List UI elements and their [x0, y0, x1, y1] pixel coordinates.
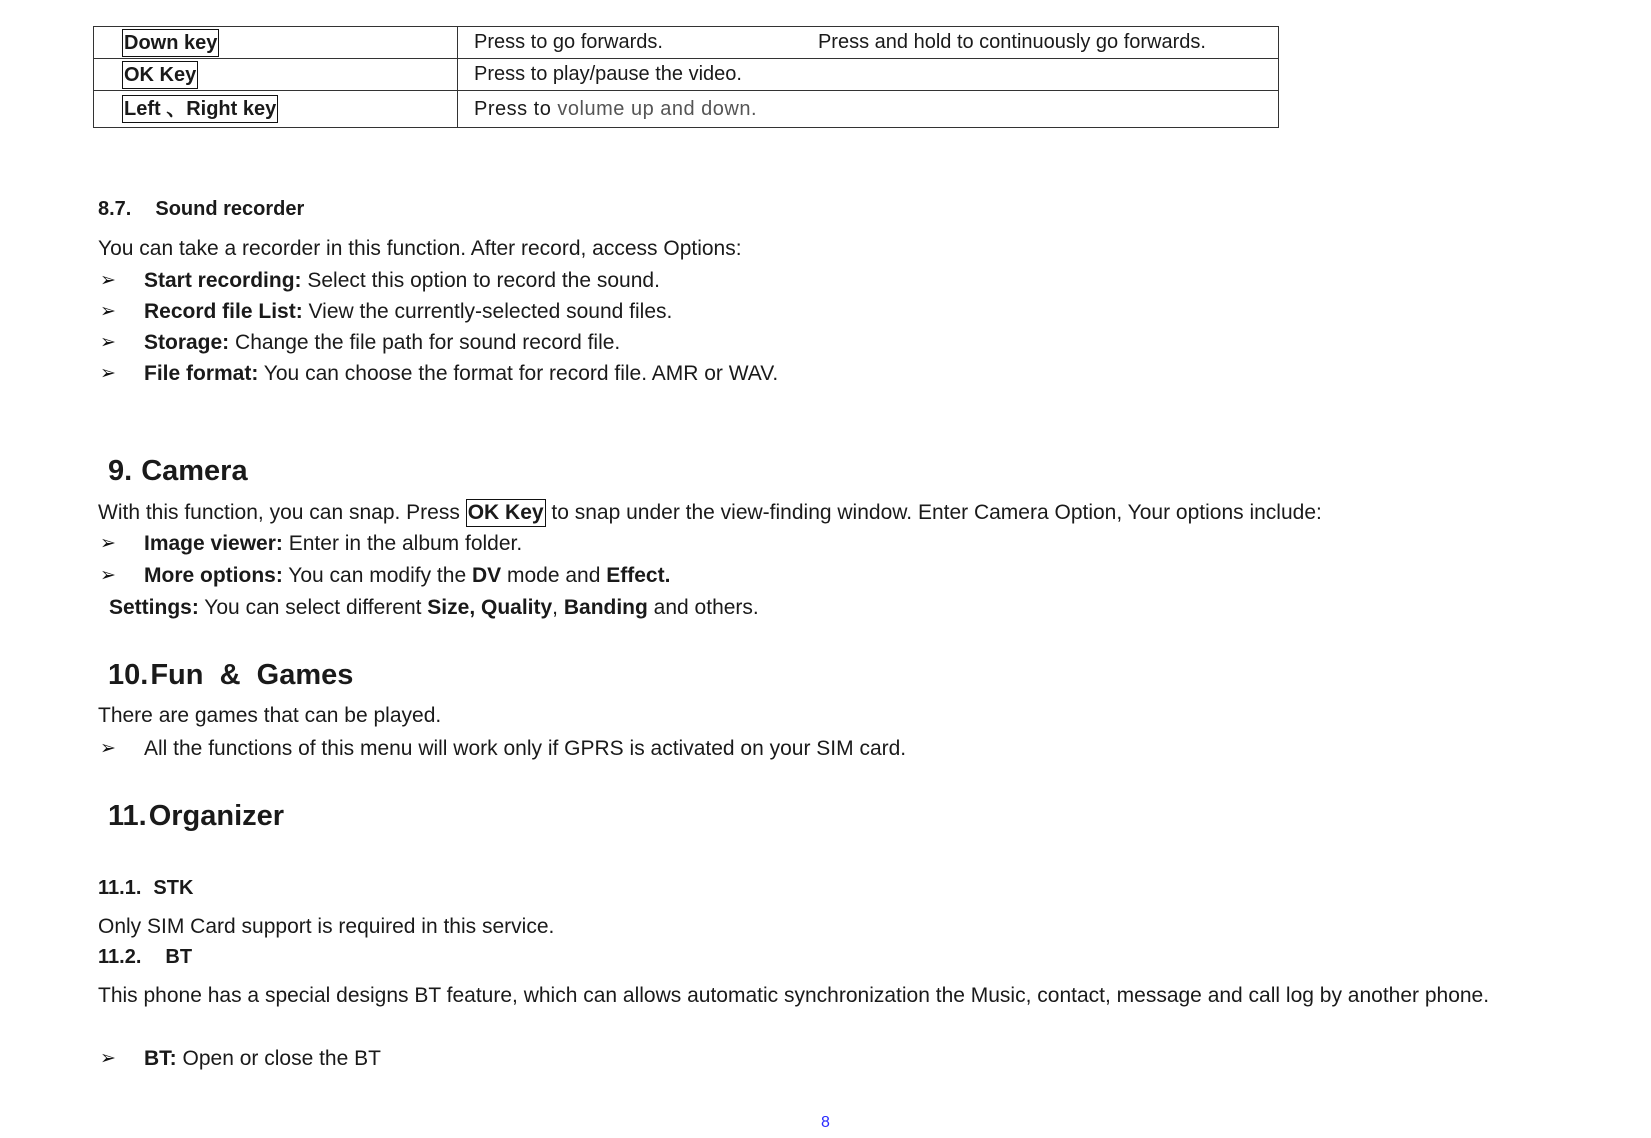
key-cell [94, 91, 458, 128]
desc-cell [458, 59, 1279, 91]
key-desc: Press to play/pause the video. [474, 63, 742, 85]
section-heading-8-7 [98, 198, 304, 221]
chapter-heading-11 [108, 800, 284, 833]
arrow-bullet-icon: ➢ [100, 270, 116, 291]
item-text: Open or close the BT [176, 1047, 381, 1070]
arrow-bullet-icon: ➢ [100, 363, 116, 384]
item-bold: Effect. [606, 564, 671, 587]
settings-text: You can select different [198, 596, 428, 619]
table-row [94, 91, 1279, 128]
item-label: File format: [144, 362, 259, 385]
section-number: 11.2. [98, 946, 142, 968]
chapter-title: Fun & Games [150, 659, 354, 691]
section-title: BT [165, 946, 193, 968]
chapter-heading-10 [108, 659, 353, 692]
key-table [93, 26, 1279, 128]
section-text: Only SIM Card support is required in this service. [98, 915, 555, 938]
item-text: View the currently-selected sound files. [302, 300, 673, 323]
page-number: 8 [821, 1114, 830, 1131]
settings-line [109, 596, 759, 620]
key-desc-extra: Press and hold to continuously go forwards. [817, 31, 1206, 53]
section-heading-11-1 [98, 877, 193, 900]
list-item [0, 532, 1651, 560]
intro-text: With this function, you can snap. Press [98, 501, 466, 524]
item-text: Select this option to record the sound. [301, 269, 660, 292]
table-row [94, 27, 1279, 59]
chapter-intro [98, 499, 1322, 527]
item-bold: DV [471, 564, 502, 587]
key-label: Left 、Right key [122, 95, 278, 123]
arrow-bullet-icon: ➢ [100, 565, 116, 586]
item-label: Storage: [144, 331, 230, 354]
settings-label: Settings: [109, 596, 199, 619]
item-text: You can choose the format for record file. AMR or WAV. [258, 362, 779, 385]
settings-text: , [552, 596, 564, 619]
list-item [0, 269, 1651, 297]
settings-text: and others. [647, 596, 759, 619]
arrow-bullet-icon: ➢ [100, 332, 116, 353]
list-item [0, 331, 1651, 359]
arrow-bullet-icon: ➢ [100, 301, 116, 322]
settings-bold: Banding [563, 596, 648, 619]
list-item [0, 564, 1651, 592]
chapter-number: 9. [108, 455, 133, 487]
item-label: Record file List: [144, 300, 303, 323]
chapter-number: 11. [108, 800, 147, 832]
item-text: mode and [501, 564, 607, 587]
key-label: OK Key [122, 61, 198, 89]
item-text: Change the file path for sound record file. [229, 331, 621, 354]
section-heading-11-2 [98, 946, 192, 969]
desc-cell [458, 91, 1279, 128]
settings-bold: Size, Quality [427, 596, 553, 619]
ok-key-label: OK Key [466, 499, 546, 527]
item-label: Image viewer: [144, 532, 283, 555]
chapter-title: Organizer [148, 800, 285, 832]
key-desc-grey: volume up and down. [551, 97, 758, 120]
key-label: Down key [122, 29, 219, 57]
chapter-intro: There are games that can be played. [98, 704, 442, 727]
item-text: Enter in the album folder. [282, 532, 523, 555]
list-item [0, 1047, 1651, 1075]
chapter-number: 10. [108, 659, 149, 691]
item-label: BT: [144, 1047, 177, 1070]
section-number: 8.7. [98, 198, 132, 220]
item-text: All the functions of this menu will work only if GPRS is activated on your SIM card. [144, 737, 907, 760]
section-title: STK [153, 877, 194, 899]
item-label: More options: [144, 564, 283, 587]
list-item [0, 300, 1651, 328]
section-text: This phone has a special designs BT feature, which can allows automatic synchronization the Music, contact, message and call log by another phone. [98, 984, 1490, 1007]
section-intro: You can take a recorder in this function. After record, access Options: [98, 237, 742, 260]
list-item [0, 362, 1651, 390]
desc-cell [458, 27, 1279, 59]
chapter-heading-9 [108, 455, 248, 488]
list-item [0, 737, 1651, 765]
key-desc: Press to go forwards. [474, 31, 663, 53]
arrow-bullet-icon: ➢ [100, 533, 116, 554]
item-label: Start recording: [144, 269, 302, 292]
intro-text: to snap under the view-finding window. Enter Camera Option, Your options include: [545, 501, 1322, 524]
arrow-bullet-icon: ➢ [100, 738, 116, 759]
item-text: You can modify the [282, 564, 472, 587]
section-number: 11.1. [98, 877, 142, 899]
key-cell [94, 27, 458, 59]
key-cell [94, 59, 458, 91]
table-row [94, 59, 1279, 91]
key-desc: Press to [474, 97, 552, 120]
chapter-title: Camera [141, 455, 248, 487]
section-title: Sound recorder [155, 198, 305, 220]
arrow-bullet-icon: ➢ [100, 1048, 116, 1069]
